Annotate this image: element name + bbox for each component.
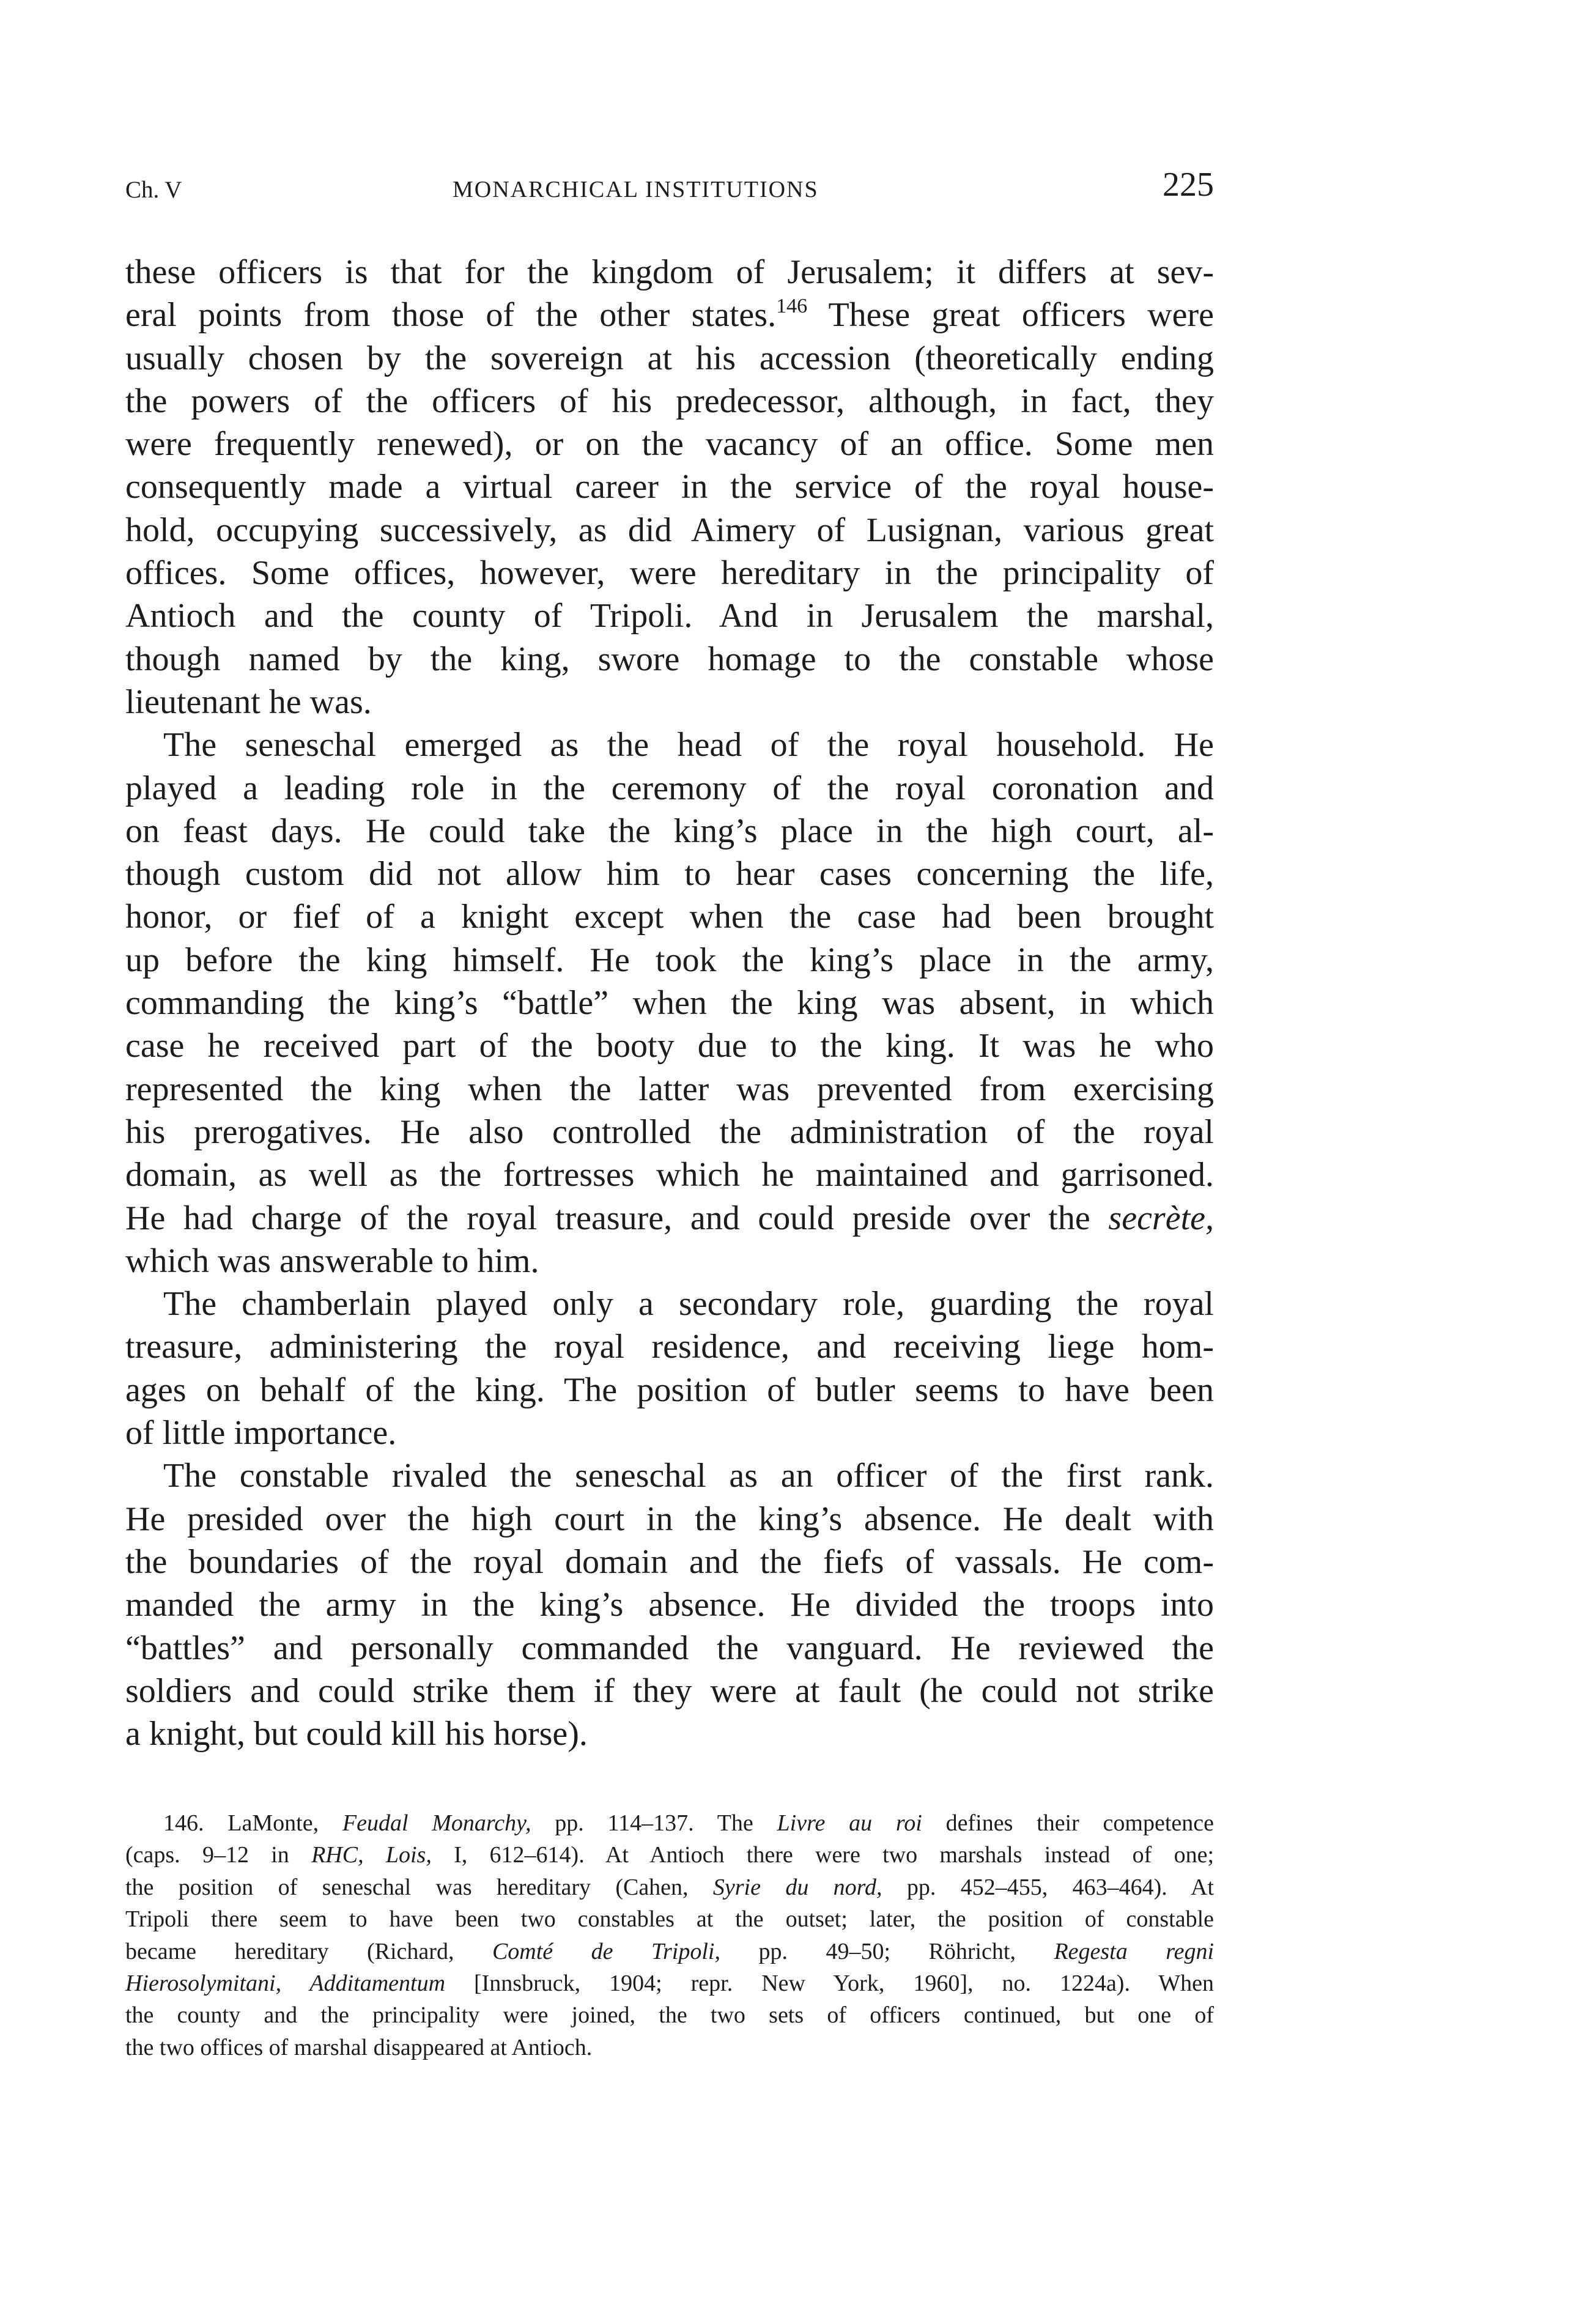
text-line: The constable rivaled the seneschal as an officer of the first rank.	[163, 1457, 1214, 1495]
paragraph	[125, 251, 1214, 723]
paragraph	[125, 1454, 1214, 1755]
text-line: Antioch and the county of Tripoli. And in Jerusalem the marshal,	[125, 597, 1214, 635]
text-line: which was answerable to him.	[125, 1242, 539, 1280]
footnote-marker: 146	[776, 295, 808, 318]
page-number: 225	[1163, 166, 1214, 204]
text-line	[125, 294, 1214, 336]
text-segment: (caps. 9–12 in	[125, 1842, 312, 1868]
footnote-block	[125, 1807, 1214, 2063]
footnote-line	[125, 1967, 1214, 1999]
running-title: MONARCHICAL INSTITUTIONS	[453, 177, 819, 202]
body-text	[125, 251, 1214, 1755]
text-line: his prerogatives. He also controlled the administration of the royal	[125, 1112, 1214, 1151]
text-line: though custom did not allow him to hear cases concerning the life,	[125, 855, 1214, 894]
text-line: offices. Some offices, however, were hereditary in the principality of	[125, 554, 1214, 593]
italic-title: Feudal Monarchy,	[342, 1810, 531, 1836]
footnote-line	[125, 1807, 1214, 1839]
footnote-line	[125, 1839, 1214, 1871]
text-line: commanding the king’s “battle” when the king was absent, in which	[125, 984, 1214, 1023]
text-line	[125, 1197, 1214, 1240]
text-line: manded the army in the king’s absence. He divided the troops into	[125, 1586, 1214, 1624]
italic-term: secrète,	[1108, 1199, 1214, 1237]
text-line: hold, occupying successively, as did Aimery of Lusignan, various great	[125, 511, 1214, 549]
text-line: these officers is that for the kingdom of Jerusalem; it differs at sev-	[125, 253, 1214, 291]
text-line: He presided over the high court in the king’s absence. He dealt with	[125, 1500, 1214, 1538]
italic-title: Comté de Tripoli,	[492, 1938, 720, 1964]
italic-title: RHC, Lois,	[311, 1842, 432, 1868]
text-line: usually chosen by the sovereign at his accession (theoretically ending	[125, 339, 1214, 377]
text-segment: These great officers were	[807, 296, 1214, 335]
paragraph	[125, 1282, 1214, 1454]
text-line: the powers of the officers of his predecessor, although, in fact, they	[125, 382, 1214, 420]
footnote-line: the county and the principality were joined, the two sets of officers continued, but one of	[125, 2002, 1214, 2029]
text-segment: defines their competence	[922, 1810, 1214, 1836]
text-line: played a leading role in the ceremony of the royal coronation and	[125, 769, 1214, 807]
text-line: were frequently renewed), or on the vacancy of an office. Some men	[125, 425, 1214, 464]
footnote-line: the two offices of marshal disappeared at Antioch.	[125, 2034, 593, 2060]
italic-title: Regesta regni	[1054, 1938, 1215, 1964]
footnote-line	[125, 1936, 1214, 1967]
text-line: soldiers and could strike them if they were at fault (he could not strike	[125, 1671, 1214, 1710]
text-line: The seneschal emerged as the head of the royal household. He	[163, 726, 1214, 764]
text-line: domain, as well as the fortresses which he maintained and garrisoned.	[125, 1156, 1214, 1194]
text-line: treasure, administering the royal residence, and receiving liege hom-	[125, 1328, 1214, 1366]
text-segment: 146. LaMonte,	[163, 1810, 342, 1836]
italic-title: Livre au roi	[777, 1810, 922, 1836]
text-line: represented the king when the latter was prevented from exercising	[125, 1070, 1214, 1108]
text-segment: became hereditary (Richard,	[125, 1938, 492, 1964]
text-line: on feast days. He could take the king’s place in the high court, al-	[125, 812, 1214, 850]
running-head	[125, 165, 1214, 214]
text-line: a knight, but could kill his horse).	[125, 1715, 588, 1753]
text-line: ages on behalf of the king. The position of butler seems to have been	[125, 1371, 1214, 1409]
text-segment: the position of seneschal was hereditary (Cahen,	[125, 1874, 713, 1900]
text-line: though named by the king, swore homage to the constable whose	[125, 640, 1214, 678]
text-line: the boundaries of the royal domain and the fiefs of vassals. He com-	[125, 1542, 1214, 1581]
text-line: honor, or fief of a knight except when the case had been brought	[125, 898, 1214, 936]
text-segment: pp. 452–455, 463–464). At	[882, 1874, 1214, 1900]
text-line: “battles” and personally commanded the vanguard. He reviewed the	[125, 1629, 1214, 1667]
text-segment: He had charge of the royal treasure, and could preside over the	[125, 1199, 1109, 1237]
text-segment: pp. 49–50; Röhricht,	[720, 1938, 1054, 1964]
text-segment: eral points from those of the other states.	[125, 296, 777, 335]
text-segment: pp. 114–137. The	[531, 1810, 777, 1836]
text-line: case he received part of the booty due to the king. It was he who	[125, 1027, 1214, 1065]
chapter-label: Ch. V	[125, 177, 182, 203]
text-line: consequently made a virtual career in the service of the royal house-	[125, 468, 1214, 506]
italic-title: Syrie du nord,	[712, 1874, 882, 1900]
text-segment: I, 612–614). At Antioch there were two marshals instead of one;	[431, 1842, 1215, 1868]
footnote-line	[125, 1871, 1214, 1903]
text-line: lieutenant he was.	[125, 683, 372, 721]
text-line: up before the king himself. He took the king’s place in the army,	[125, 941, 1214, 979]
italic-title: Hierosolymitani, Additamentum	[125, 1970, 446, 1996]
text-line: The chamberlain played only a secondary role, guarding the royal	[163, 1285, 1214, 1323]
footnote-line: Tripoli there seem to have been two constables at the outset; later, the position of constable	[125, 1906, 1214, 1933]
text-segment: [Innsbruck, 1904; repr. New York, 1960], no. 1224a). When	[445, 1970, 1214, 1996]
text-line: of little importance.	[125, 1414, 397, 1452]
paragraph	[125, 723, 1214, 1282]
